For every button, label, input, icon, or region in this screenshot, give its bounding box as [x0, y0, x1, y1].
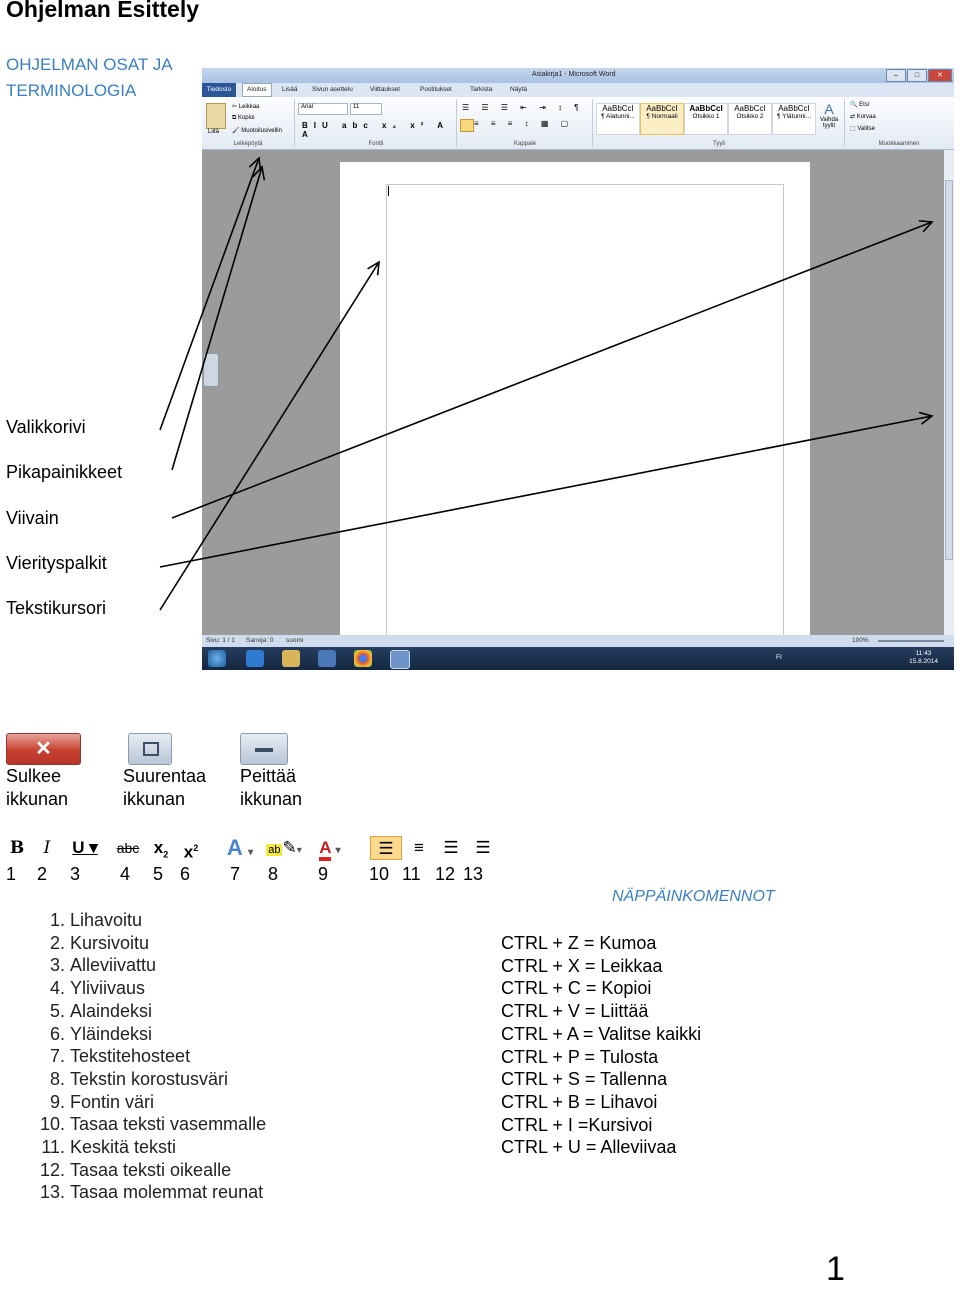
- copy-label: Kopioi: [237, 115, 255, 121]
- style-name-5: ¶ Ylätunni...: [776, 113, 812, 120]
- paragraph-group: [458, 99, 593, 147]
- list-item: 6. Yläindeksi: [70, 1023, 266, 1046]
- input-language[interactable]: FI: [776, 654, 782, 661]
- styles-group: [594, 99, 845, 147]
- bold-icon: B: [9, 838, 25, 858]
- paste-label[interactable]: Liitä: [208, 129, 220, 135]
- callout-quick-buttons: Pikapainikkeet: [6, 462, 123, 482]
- style-name-1: ¶ Alatunni...: [601, 113, 635, 120]
- list-item: 8. Tekstin korostusväri: [70, 1068, 266, 1091]
- shortcut-item: CTRL + I =Kursivoi: [501, 1114, 653, 1135]
- style-preview-2: AaBbCcI: [646, 104, 678, 113]
- toolbar-number: 8: [268, 864, 279, 884]
- find-label: Etsi: [859, 102, 870, 108]
- style-preview-1: AaBbCcI: [602, 104, 634, 113]
- list-item: 4. Yliviivaus: [70, 977, 266, 1000]
- justify-icon: ☰: [475, 838, 491, 857]
- windows-taskbar: [202, 647, 954, 670]
- toolbar-number: 9: [318, 864, 329, 884]
- style-preview-4: AaBbCcI: [734, 104, 766, 113]
- word-close-button[interactable]: ✕: [928, 69, 952, 82]
- style-normaali[interactable]: [640, 103, 684, 135]
- text-effects-icon: A ▾: [226, 835, 254, 860]
- scrollbar-thumb[interactable]: [945, 180, 953, 560]
- section-heading-line-2: TERMINOLOGIA: [6, 81, 137, 100]
- align-left-active-icon[interactable]: [460, 119, 474, 132]
- paragraph-group-label: Kappale: [513, 141, 537, 147]
- shortcuts-heading: NÄPPÄINKOMENNOT: [612, 888, 775, 905]
- style-name-4: Otsikko 2: [736, 113, 764, 120]
- minimize-caption-line-2: ikkunan: [240, 789, 303, 809]
- word-statusbar: [202, 635, 954, 647]
- paste-icon[interactable]: [206, 103, 226, 129]
- callout-text-cursor: Tekstikursori: [6, 598, 107, 618]
- status-language: suomi: [286, 637, 304, 644]
- word-taskbar-icon[interactable]: [390, 650, 410, 669]
- word-window-controls: [886, 69, 952, 81]
- toolbar-number: 6: [180, 864, 191, 884]
- status-words: Sanoja: 0: [246, 637, 274, 644]
- list-item: 3. Alleviivattu: [70, 954, 266, 977]
- change-styles-label: Vaihda tyylit: [819, 117, 839, 129]
- chrome-icon[interactable]: [354, 650, 372, 667]
- style-name-2: ¶ Normaali: [646, 113, 678, 120]
- word-ribbon: [202, 97, 954, 150]
- align-buttons[interactable]: ≡ ≡ ≡ ↕ ▦ ▢: [474, 119, 574, 128]
- start-button-icon[interactable]: [208, 650, 226, 667]
- callout-ruler: Viivain: [6, 508, 59, 528]
- minimize-caption-line-1: Peittää: [240, 766, 297, 786]
- font-group-label: Fontti: [368, 141, 384, 147]
- status-page: Sivu: 1 / 1: [206, 637, 235, 644]
- word-maximize-button[interactable]: □: [907, 69, 927, 82]
- replace-button[interactable]: ⇄ Korvaa: [850, 114, 876, 120]
- tab-tiedosto[interactable]: Tiedosto: [202, 83, 236, 97]
- select-label: Valitse: [857, 126, 875, 132]
- word-titlebar: [202, 68, 954, 83]
- file-explorer-icon[interactable]: [282, 650, 300, 667]
- list-item: 11. Keskitä teksti: [70, 1136, 266, 1159]
- underline-icon: U ▾: [72, 838, 98, 857]
- clipboard-group: [202, 99, 295, 147]
- maximize-caption: [123, 765, 206, 811]
- shortcut-item: CTRL + S = Tallenna: [501, 1069, 668, 1090]
- toolbar-number: 1: [6, 864, 17, 884]
- toolbar-number: 2: [37, 864, 48, 884]
- style-preview-5: AaBbCcI: [778, 104, 810, 113]
- word-screenshot: [202, 68, 954, 670]
- ruler-toggle-handle[interactable]: [203, 353, 219, 387]
- close-caption-line-2: ikkunan: [6, 789, 69, 809]
- taskbar-clock[interactable]: [909, 650, 938, 666]
- toolbar-number: 13: [463, 864, 484, 884]
- tab-aloitus[interactable]: Aloitus: [242, 83, 272, 97]
- list-item: 5. Alaindeksi: [70, 1000, 266, 1023]
- replace-label: Korvaa: [856, 114, 876, 120]
- toolbar-number: 12: [435, 864, 456, 884]
- close-icon: ✕: [35, 738, 52, 760]
- maximize-window-button: [128, 733, 172, 765]
- shortcut-item: CTRL + B = Lihavoi: [501, 1091, 658, 1112]
- tab-postitukset[interactable]: Postitukset: [420, 86, 452, 93]
- tab-tarkista[interactable]: Tarkista: [470, 86, 493, 93]
- font-color-icon: A ▾: [310, 836, 350, 860]
- list-item: 10. Tasaa teksti vasemmalle: [70, 1113, 266, 1136]
- clock-time: 11:43: [915, 650, 932, 657]
- tab-sivun-asettelu[interactable]: Sivun asettelu: [312, 86, 353, 93]
- shortcuts-list: [501, 932, 701, 1159]
- clipboard-group-label: Leikepöytä: [233, 141, 263, 147]
- highlight-color-icon: ab ✎▾: [268, 838, 302, 857]
- toolbar-number: 5: [153, 864, 164, 884]
- change-styles-button[interactable]: [816, 101, 842, 129]
- callout-scrollbars: Vierityspalkit: [6, 553, 107, 573]
- shortcut-item: CTRL + X = Leikkaa: [501, 955, 663, 976]
- close-window-button: [6, 733, 81, 765]
- find-button[interactable]: 🔍 Etsi: [850, 102, 870, 108]
- select-button[interactable]: ⬚ Valitse: [850, 126, 875, 132]
- tab-viittaukset[interactable]: Viittaukset: [370, 86, 400, 93]
- style-otsikko-1[interactable]: [684, 103, 728, 135]
- list-item: 9. Fontin väri: [70, 1091, 266, 1114]
- align-left-icon: ☰: [370, 836, 402, 860]
- toolbar-number: 4: [120, 864, 131, 884]
- page-number: 1: [826, 1250, 845, 1288]
- format-painter-label: Muotoilusivellin: [241, 128, 282, 134]
- style-preview-3: AaBbCcI: [689, 104, 723, 113]
- internet-explorer-icon[interactable]: [246, 650, 264, 667]
- word-ribbon-tabs: [202, 83, 954, 97]
- minimize-caption: [240, 765, 302, 811]
- shortcut-item: CTRL + C = Kopioi: [501, 978, 652, 999]
- font-name-select[interactable]: Arial: [298, 103, 348, 115]
- minimize-icon: [255, 748, 273, 752]
- tab-lisaa[interactable]: Lisää: [282, 86, 298, 93]
- toolbar-number: 7: [230, 864, 241, 884]
- maximize-caption-line-2: ikkunan: [123, 789, 186, 809]
- callout-menubar: Valikkorivi: [6, 417, 86, 437]
- style-name-3: Otsikko 1: [692, 113, 720, 120]
- page-title: Ohjelman Esittely: [6, 0, 200, 22]
- list-item: 1. Lihavoitu: [70, 909, 266, 932]
- style-alatunniste[interactable]: [596, 103, 640, 135]
- editing-group-label: Muokkaaminen: [878, 141, 920, 147]
- vertical-scrollbar[interactable]: [944, 150, 954, 635]
- word-minimize-button[interactable]: –: [886, 69, 906, 82]
- strikethrough-icon: abc: [116, 840, 140, 856]
- format-painter-button[interactable]: 🖌 Muotoilusivellin: [232, 128, 282, 134]
- tab-nayta[interactable]: Näytä: [510, 86, 527, 93]
- text-cursor: [388, 186, 389, 196]
- zoom-slider[interactable]: [878, 640, 944, 642]
- list-item: 13. Tasaa molemmat reunat: [70, 1181, 266, 1204]
- font-group: [296, 99, 457, 147]
- shortcut-item: CTRL + P = Tulosta: [501, 1046, 659, 1067]
- list-item: 2. Kursivoitu: [70, 932, 266, 955]
- minimize-window-button: [240, 733, 288, 765]
- font-size-select[interactable]: 11: [350, 103, 382, 115]
- text-area-margin: [386, 184, 784, 643]
- section-heading-line-1: OHJELMAN OSAT JA: [6, 55, 173, 74]
- change-styles-icon: A: [824, 101, 834, 117]
- document-page[interactable]: [340, 162, 810, 642]
- close-caption-line-1: Sulkee: [6, 766, 62, 786]
- status-zoom: 100%: [852, 637, 869, 644]
- toolbar-number: 11: [402, 864, 421, 884]
- maximize-caption-line-1: Suurentaa: [123, 766, 207, 786]
- list-item: 12. Tasaa teksti oikealle: [70, 1159, 266, 1182]
- maximize-icon: [143, 742, 159, 756]
- list-buttons[interactable]: ☰ ☰ ☰ ⇤ ⇥ ↕ ¶: [462, 103, 584, 112]
- close-caption: [6, 765, 68, 811]
- superscript-icon: $x^2$: [183, 842, 199, 862]
- window-title: Asiakirja1 - Microsoft Word: [532, 71, 616, 78]
- formatting-toolbar: [4, 832, 498, 864]
- shortcut-item: CTRL + V = Liittää: [501, 1001, 649, 1022]
- style-otsikko-2[interactable]: [728, 103, 772, 135]
- toolbar-number: 3: [70, 864, 81, 884]
- clock-date: 15.8.2014: [909, 658, 938, 665]
- align-right-icon: ☰: [443, 838, 459, 857]
- media-player-icon[interactable]: [318, 650, 336, 667]
- cut-label: Leikkaa: [238, 104, 260, 110]
- italic-icon: I: [43, 838, 51, 858]
- editing-group: [846, 99, 952, 147]
- style-ylatunniste[interactable]: [772, 103, 816, 135]
- font-format-buttons[interactable]: BIU abc x₂ x² A A: [302, 121, 449, 139]
- list-item: 7. Tekstitehosteet: [70, 1045, 266, 1068]
- styles-group-label: Tyyli: [713, 141, 725, 147]
- cut-button[interactable]: ✂ Leikkaa: [232, 104, 260, 110]
- shortcut-item: CTRL + Z = Kumoa: [501, 933, 657, 953]
- feature-list: [38, 909, 266, 1204]
- shortcut-item: CTRL + U = Alleviivaa: [501, 1137, 677, 1158]
- shortcut-item: CTRL + A = Valitse kaikki: [501, 1023, 702, 1044]
- copy-button[interactable]: ⧉ Kopioi: [232, 115, 255, 121]
- section-heading: [6, 52, 173, 104]
- subscript-icon: $x_2$: [153, 838, 169, 860]
- toolbar-number: 10: [369, 864, 390, 884]
- align-center-icon: ≡: [414, 838, 424, 857]
